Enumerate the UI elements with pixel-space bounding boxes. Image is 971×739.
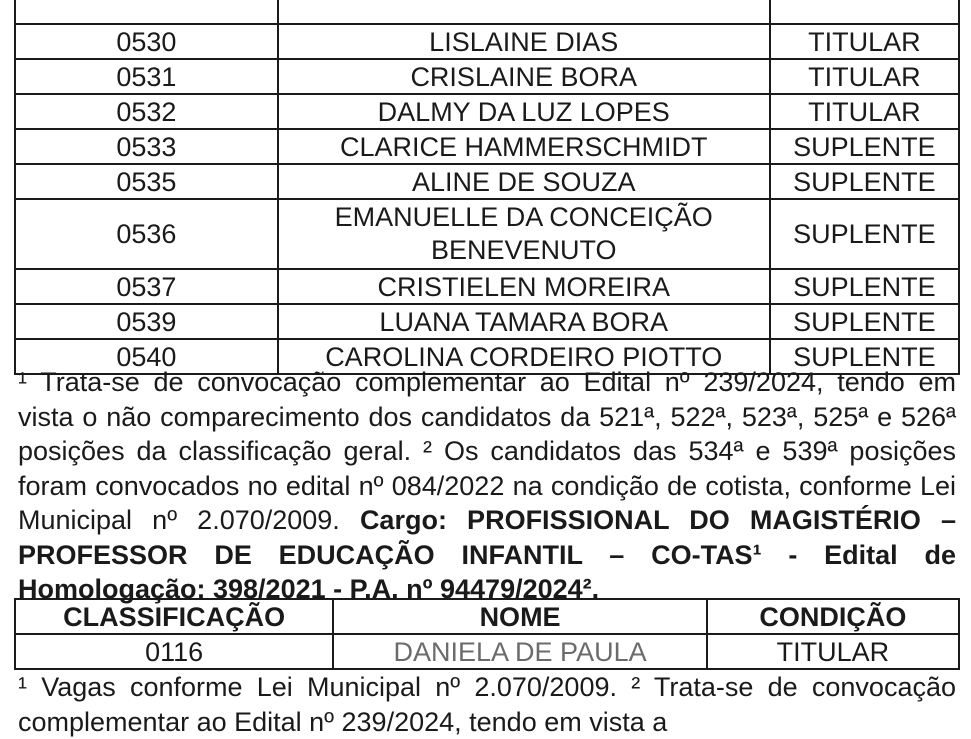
name-cell: CRISLAINE BORA [278,59,770,94]
condition-cell: SUPLENTE [770,164,959,199]
condition-cell: TITULAR [770,24,959,59]
name-cell: DANIELA DE PAULA [333,634,706,669]
classification-cell: 0536 [15,199,278,269]
cotas-table [14,598,960,670]
table-row [15,164,959,199]
classification-cell: 0539 [15,304,278,339]
table-row [15,199,959,269]
table-row [15,269,959,304]
name-line: EMANUELLE DA CONCEIÇÃO [334,202,713,232]
table-row [15,129,959,164]
classification-cell: 0530 [15,24,278,59]
name-cell [278,0,770,24]
name-cell: CAROLINA CORDEIRO PIOTTO [278,339,770,374]
table-row [15,59,959,94]
classification-cell: 0532 [15,94,278,129]
condition-cell: SUPLENTE [770,199,959,269]
condition-cell: SUPLENTE [770,304,959,339]
footnote-paragraph [18,365,956,607]
condition-cell [770,0,959,24]
name-cell: LUANA TAMARA BORA [278,304,770,339]
condition-cell: TITULAR [770,94,959,129]
table-row [15,634,959,669]
convocation-table [14,0,960,375]
name-cell [278,199,770,269]
classification-cell: 0533 [15,129,278,164]
condition-cell: TITULAR [770,59,959,94]
name-cell: DALMY DA LUZ LOPES [278,94,770,129]
column-header-condicao: CONDIÇÃO [707,599,959,634]
name-cell: CRISTIELEN MOREIRA [278,269,770,304]
condition-cell: TITULAR [707,634,959,669]
condition-cell: SUPLENTE [770,269,959,304]
cargo-heading: Cargo: PROFISSIONAL DO MAGISTÉRIO – PROFESSOR DE EDUCAÇÃO INFANTIL – CO-TAS¹ - Edital de Homologação: 398/2021 - P.A. nº 94479/2024². [18,505,956,604]
footnote-paragraph: ¹ Vagas conforme Lei Municipal nº 2.070/2009. ² Trata-se de convocação complementar ao Edital nº 239/2024, tendo em vista a [18,672,956,737]
classification-cell: 0537 [15,269,278,304]
table-header-row [15,599,959,634]
column-header-nome: NOME [333,599,706,634]
name-cell: ALINE DE SOUZA [278,164,770,199]
table-row [15,304,959,339]
classification-cell: 0531 [15,59,278,94]
classification-cell: 0116 [15,634,333,669]
name-cell: LISLAINE DIAS [278,24,770,59]
table-row [15,24,959,59]
name-line: BENEVENUTO [430,235,617,265]
table-row [15,94,959,129]
column-header-classificacao: CLASSIFICAÇÃO [15,599,333,634]
table-row [15,0,959,24]
classification-cell [15,0,278,24]
classification-cell: 0540 [15,339,278,374]
condition-cell: SUPLENTE [770,339,959,374]
condition-cell: SUPLENTE [770,129,959,164]
footnote-text: ¹ Trata-se de convocação complementar ao Edital nº 239/2024, tendo em vista o não comparecimento dos candidatos da 521ª, 522ª, 523ª, 525ª e 526ª posições da classificação geral. ² Os candidatos das 534ª e 539ª posições foram convocados no edital nº 084/2022 na condição de cotista, conforme Lei Municipal nº 2.070/2009. [18,367,956,535]
classification-cell: 0535 [15,164,278,199]
name-cell: CLARICE HAMMERSCHMIDT [278,129,770,164]
